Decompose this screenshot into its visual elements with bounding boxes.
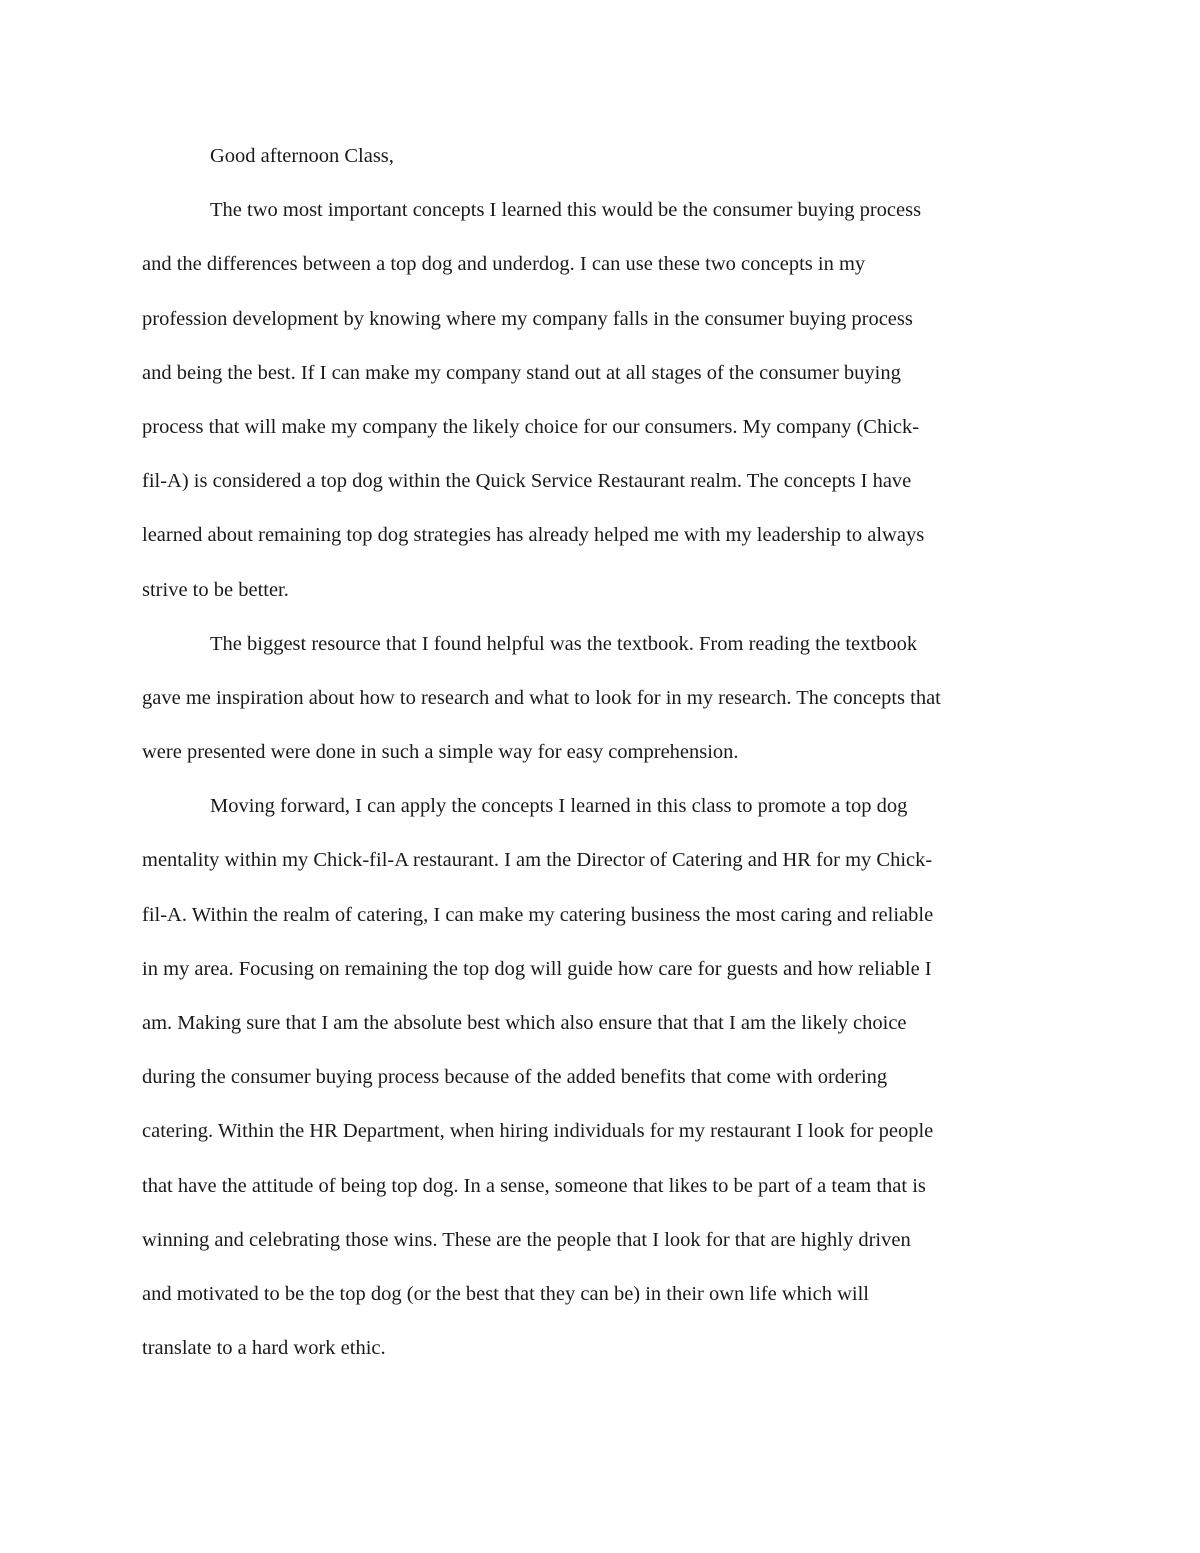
paragraph-line: The two most important concepts I learned this would be the consumer buying process: [210, 199, 922, 222]
paragraph-1: [142, 183, 1062, 617]
paragraph-line: during the consumer buying process because of the added benefits that come with ordering: [142, 1066, 888, 1089]
paragraph-line: catering. Within the HR Department, when hiring individuals for my restaurant I look for people: [142, 1120, 934, 1143]
paragraph-line: strive to be better.: [142, 578, 289, 601]
paragraph-line: translate to a hard work ethic.: [142, 1337, 386, 1360]
paragraph-line: mentality within my Chick-fil-A restaurant. I am the Director of Catering and HR for my Chick-: [142, 849, 933, 872]
paragraph-line: and motivated to be the top dog (or the best that they can be) in their own life which will: [142, 1282, 869, 1305]
paragraph-line: Moving forward, I can apply the concepts I learned in this class to promote a top dog: [210, 795, 908, 818]
paragraph-line: and the differences between a top dog and underdog. I can use these two concepts in my: [142, 253, 866, 276]
paragraph-line: winning and celebrating those wins. These are the people that I look for that are highly driven: [142, 1228, 911, 1251]
paragraph-line: [142, 1375, 1062, 1429]
paragraph-3: [142, 779, 1062, 1429]
paragraph-line: were presented were done in such a simple way for easy comprehension.: [142, 741, 739, 764]
paragraph-line: fil-A) is considered a top dog within the Quick Service Restaurant realm. The concepts I have: [142, 470, 912, 493]
paragraph-line: process that will make my company the likely choice for our consumers. My company (Chick-: [142, 415, 920, 438]
paragraph-line: The biggest resource that I found helpful was the textbook. From reading the textbook: [210, 632, 918, 655]
paragraph-line: in my area. Focusing on remaining the top dog will guide how care for guests and how reliable I: [142, 957, 932, 980]
paragraph-line: am. Making sure that I am the absolute best which also ensure that that I am the likely choice: [142, 1012, 907, 1034]
paragraph-line: that have the attitude of being top dog. In a sense, someone that likes to be part of a team that is: [142, 1174, 926, 1197]
paragraph-line: profession development by knowing where my company falls in the consumer buying process: [142, 307, 913, 330]
paragraph-line: learned about remaining top dog strategies has already helped me with my leadership to always: [142, 524, 925, 547]
paragraph-line: and being the best. If I can make my company stand out at all stages of the consumer buying: [142, 361, 901, 384]
paragraph-line: fil-A. Within the realm of catering, I can make my catering business the most caring and reliable: [142, 903, 934, 926]
paragraph-line: gave me inspiration about how to research and what to look for in my research. The concepts that: [142, 686, 941, 709]
document-body: [142, 129, 1062, 1430]
paragraph-2: [142, 617, 1062, 780]
greeting: Good afternoon Class,: [210, 145, 394, 167]
